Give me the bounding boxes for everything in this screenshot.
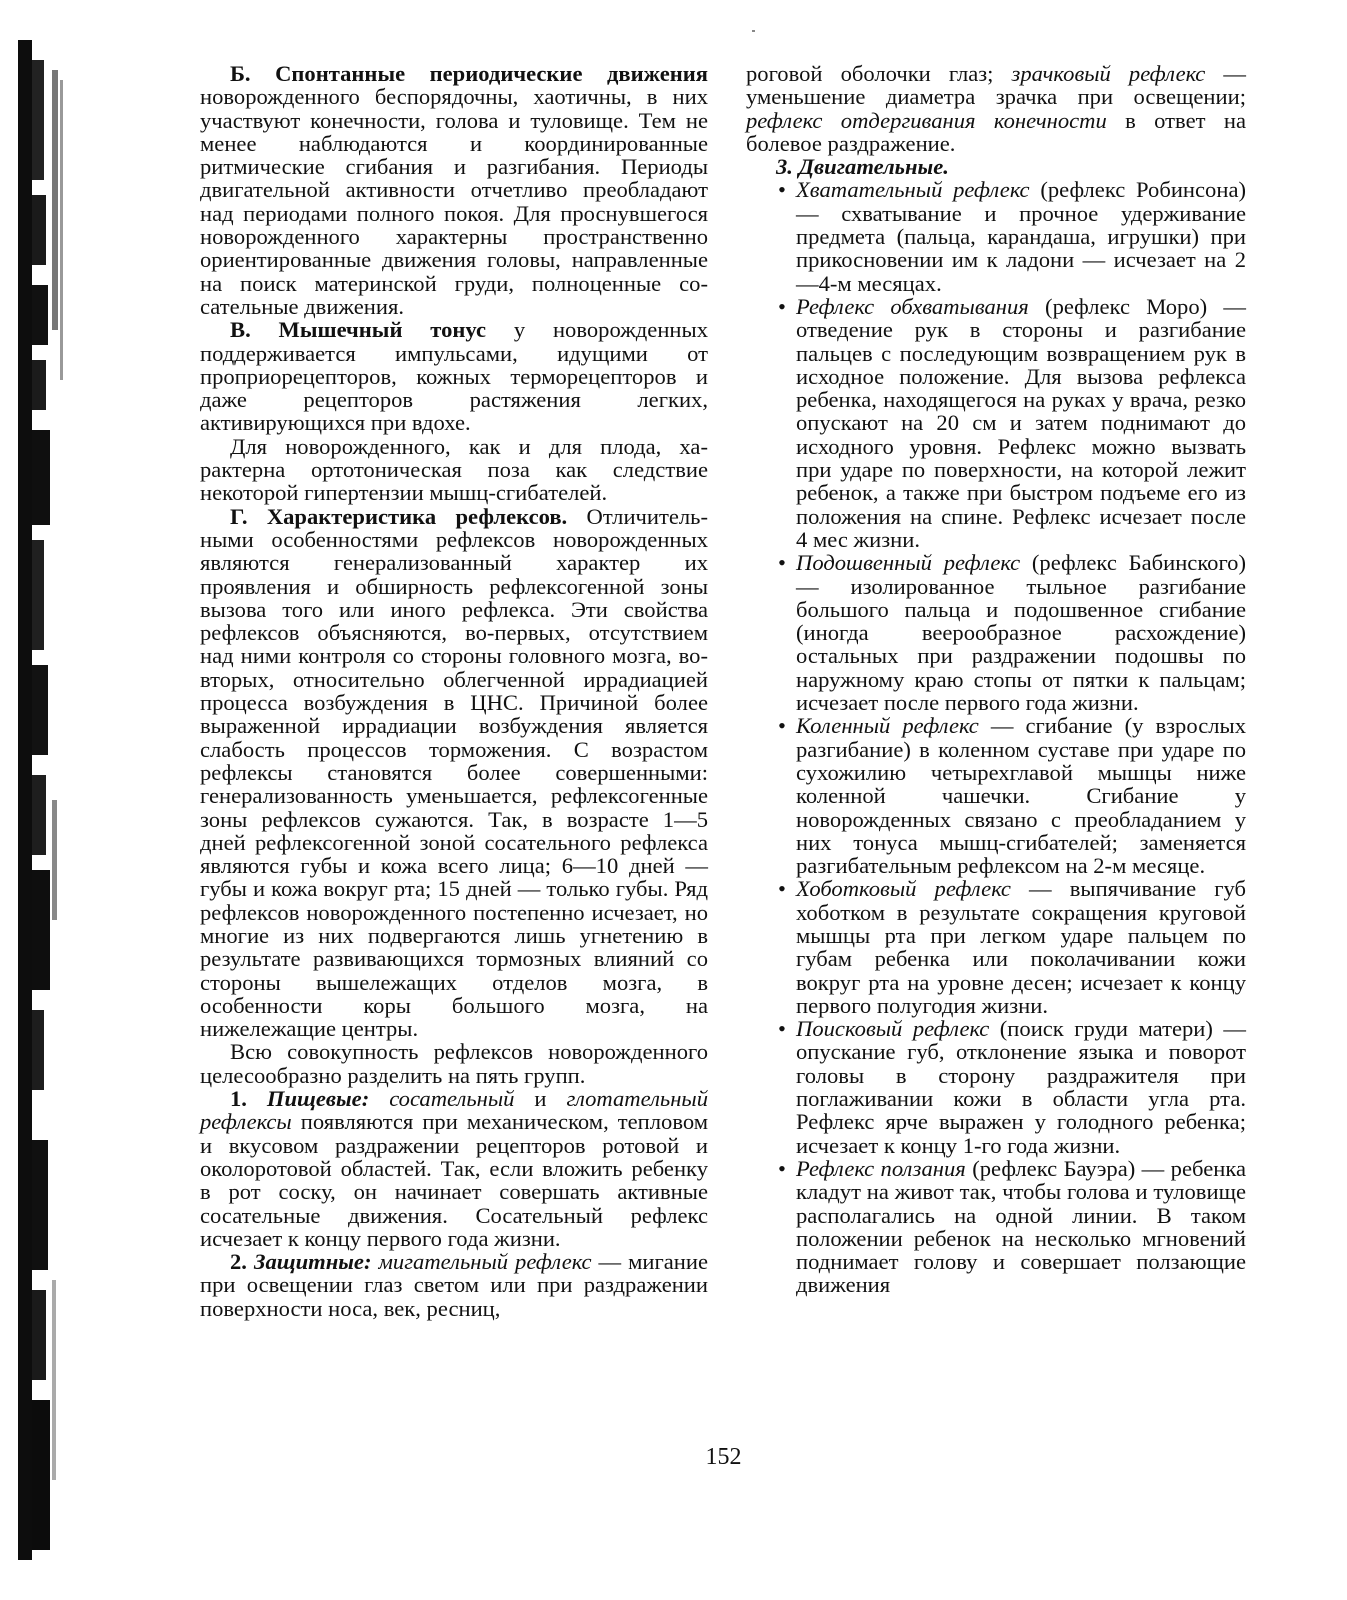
list-item	[746, 178, 1246, 294]
reflex-name: сосательный	[369, 1086, 515, 1112]
reflex-name: Подошвенный рефлекс	[796, 550, 1021, 576]
paragraph-five-groups: Всю совокупность рефлексов новорожденного целесообразно разделить на пять групп.	[200, 1039, 708, 1088]
reflex-name: Хоботковый рефлекс	[796, 876, 1011, 902]
list-item-text: — сгибание (у взрослых разгибание) в коленном суставе при ударе по сухожилию четырехглавой мышцы ниже коленной чашечки. Сгибание у новорожденных связано с преобладанием у них тонуса мышц-сгибателей; заменяется разгибательным рефлексом на 2-м месяце.	[796, 713, 1246, 879]
paragraph-protective-reflexes	[200, 1250, 708, 1320]
list-item	[746, 877, 1246, 1017]
list-item	[746, 1017, 1246, 1157]
left-column	[200, 62, 708, 1320]
scan-margin-artifact	[0, 0, 90, 1600]
reflex-name: зрачковый рефлекс	[1011, 61, 1206, 86]
reflex-name: Поисковый рефлекс	[796, 1016, 990, 1042]
paragraph-text: новорожденного беспорядочны, хаотичны, в них участвуют конечности, голова и туловище. Тем не менее наблюдаются и координированные ритмические сгибания и разгибания. Периоды двигательной активности отчетливо преобладают над периодами полного покоя. Для проснувшегося новорожденного характерны пространственно ориентированные движения головы, направленные на поиск материнской груди, полноценные сосательные движения.	[200, 84, 708, 319]
paragraph-feeding-reflexes	[200, 1087, 708, 1250]
paragraph-text: появляются при механическом, тепловом и вкусовом раздражении рецепторов ротовой и околоротовой областей. Так, если вложить ребенку в рот соску, он начинает совершать активные сосательные движения. Сосательный рефлекс исчезает к концу первого года жизни.	[200, 1109, 708, 1251]
paragraph-muscle-tone	[200, 318, 708, 434]
page-number: 152	[705, 1444, 742, 1470]
paragraph-text: у новорожденных поддерживается импульсами, идущими от проприорецепторов, кожных терморецепторов и даже рецепторов растяжения легких, активирующихся при вдохе.	[200, 317, 708, 436]
paragraph-text: Отличительными особенностями рефлексов новорожденных являются генерализованный характер их проявления и обширность рефлексогенной зоны вызова того или иного рефлекса. Эти свойства рефлексов объясняются, во-первых, отсутствием над ними контроля со стороны головного мозга, во-вторых, относительно облегченной иррадиацией процесса возбуждения в ЦНС. Причиной более выраженной иррадиации возбуждения является слабость процессов торможения. С возрастом рефлексы становятся более совершенными: генерализованность уменьшается, рефлексогенные зоны рефлексов сужаются. Так, в возрасте 1—5 дней рефлексогенной зоной сосательного рефлекса являются губы и кожа всего лица; 6—10 дней — губы и кожа вокруг рта; 15 дней — только губы. Ряд рефлексов новорожденного постепенно исчезает, но многие из них подвергаются лишь угнетению в результате развивающихся тормозных влияний со стороны вышележащих отделов мозга, в особенности коры большого мозга, на нижележащие центры.	[200, 503, 709, 1042]
heading-protective: Защитные:	[253, 1249, 372, 1275]
paragraph-orthotonic-pose: Для новорожденного, как и для плода, характерна ортотоническая поза как следствие некоторой гипертензии мышц-сгибателей.	[200, 433, 708, 506]
heading-motor	[746, 155, 1246, 178]
right-column	[746, 62, 1246, 1297]
list-item-text: (рефлекс Бабинского) — изолированное тыльное разгибание большого пальца и подошвенное сгибание (иногда веерообразное расхождение) остальных при раздражении подошвы по наружному краю стопы от пятки к пальцам; исчезает после первого года жизни.	[796, 550, 1246, 716]
conjunction: и	[514, 1086, 567, 1112]
paragraph-text: — мигание при освещении глаз светом или при раздражении поверхности носа, век, ресниц,	[200, 1249, 708, 1321]
scan-dust	[752, 30, 755, 32]
item-number: 2.	[230, 1249, 254, 1275]
paragraph-text: в ответ на болевое раздражение.	[746, 107, 1246, 156]
heading-v: В. Мышечный тонус	[230, 317, 487, 343]
reflex-name: глотательный рефлексы	[200, 1086, 709, 1135]
list-item-text: — выпячивание губ хоботком в результате сокращения круговой мышцы рта при легком ударе пальцем по губам ребенка или поколачивании кожи вокруг рта на уровне десен; исчезает к концу первого полугодия жизни.	[796, 876, 1246, 1018]
paragraph-text: — уменьшение диаметра зрачка при освещении;	[746, 61, 1247, 110]
list-item-text: (рефлекс Моро) — отведение рук в стороны и разгибание пальцев с последующим возвращением рук в исходное положение. Для вызова рефлекса ребенка, находящегося на руках у врача, резко опускают на 20 см и затем поднимают до исходного уровня. Рефлекс можно вызвать при ударе по поверхности, на которой лежит ребенок, а также при быстром подъеме его из положения на спине. Рефлекс исчезает после 4 мес жизни.	[796, 293, 1246, 552]
heading-motor-text: 3. Двигательные.	[776, 154, 949, 180]
list-item	[746, 295, 1246, 551]
reflex-name: Рефлекс обхватывания	[796, 293, 1029, 319]
list-item	[746, 1157, 1246, 1297]
reflex-name: рефлекс отдергивания конечности	[746, 107, 1107, 133]
reflex-name: Хватательный рефлекс	[796, 177, 1030, 203]
item-number: 1.	[230, 1086, 267, 1112]
reflex-name: Рефлекс ползания	[796, 1155, 966, 1181]
list-item-text: (рефлекс Робинсона) — схватывание и прочное удерживание предмета (пальца, карандаша, игрушки) при прикосновении им к ладони — исчезает на 2—4-м месяцах.	[796, 177, 1246, 296]
heading-g: Г. Характеристика рефлексов.	[230, 503, 568, 529]
paragraph-protective-continued	[746, 62, 1246, 155]
list-item-text: (поиск груди матери) — опускание губ, отклонение языка и поворот головы в сторону раздражителя при поглаживании кожи в области угла рта. Рефлекс ярче выражен у голодного ребенка; исчезает к концу 1-го года жизни.	[796, 1016, 1247, 1158]
reflex-name: мигательный рефлекс	[371, 1249, 592, 1275]
list-item	[746, 551, 1246, 714]
paragraph-text: роговой оболочки глаз;	[746, 61, 1012, 86]
list-item	[746, 714, 1246, 877]
heading-b: Б. Спонтанные периодические движения	[230, 61, 708, 86]
reflex-name: Коленный рефлекс	[796, 713, 979, 739]
paragraph-reflex-characteristics	[200, 505, 708, 1041]
paragraph-spontaneous-movements	[200, 62, 708, 318]
motor-reflex-list	[746, 178, 1246, 1296]
list-item-text: (рефлекс Бауэра) — ребенка кладут на живот так, чтобы голова и туловище располагались на одной линии. В таком положении ребенок на несколько мгновений поднимает голову и совершает ползающие движения	[796, 1155, 1246, 1298]
heading-feeding: Пищевые:	[266, 1086, 370, 1112]
